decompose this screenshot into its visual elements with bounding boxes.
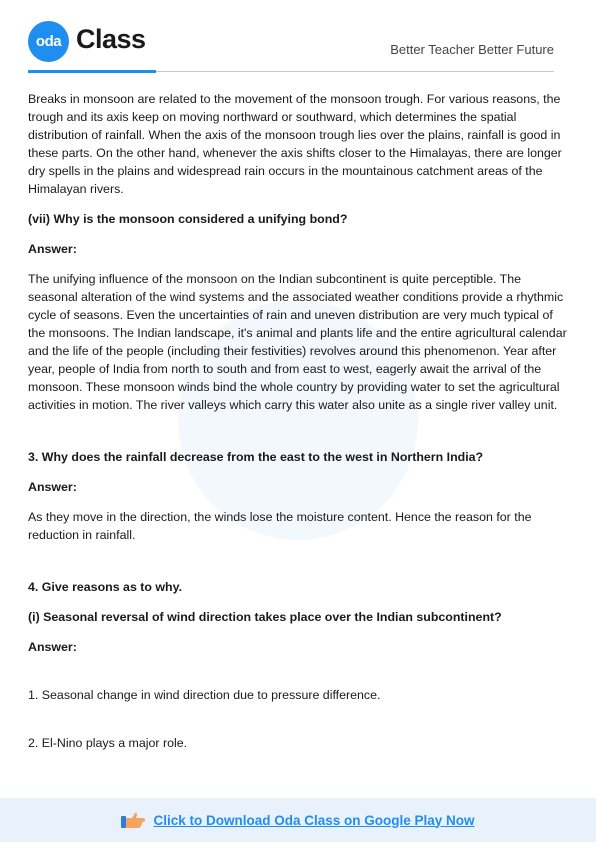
answer-label: Answer: [28,640,77,654]
document-body [28,90,570,752]
list-item: 1. Seasonal change in wind direction due to pressure difference. [28,688,381,702]
page-header [0,0,596,80]
pointing-hand-icon [121,810,145,830]
answer-label: Answer: [28,480,77,494]
download-link[interactable]: Click to Download Oda Class on Google Play Now [153,812,475,828]
oda-logo-icon[interactable] [28,21,69,62]
question-4: 4. Give reasons as to why. [28,580,183,594]
paragraph-rainfall-decrease: As they move in the direction, the winds lose the moisture content. Hence the reason for the reduction in rainfall. [28,510,532,542]
list-item: 2. El-Nino plays a major role. [28,736,188,750]
logo-text: oda [35,33,62,50]
question-vii: (vii) Why is the monsoon considered a unifying bond? [28,212,348,226]
question-4i: (i) Seasonal reversal of wind direction takes place over the Indian subcontinent? [28,610,502,624]
paragraph-unifying-bond: The unifying influence of the monsoon on the Indian subcontinent is quite perceptible. The seasonal alteration of the wind systems and the associated weather conditions provide a rhythmic cycle of seasons. Even the uncertainties of rain and uneven distribution are very much typical of the monsoons. The Indian landscape, it's animal and plants life and the entire agricultural calendar and the life of the people (including their festivities) revolves around this phenomenon. Year after year, people of India from north to south and from east to west, eagerly await the arrival of the monsoon. These monsoon winds bind the whole country by providing water to set the agricultural activities in motion. The river valleys which carry this water also unite as a single river valley unit. [28,272,567,412]
question-3: 3. Why does the rainfall decrease from the east to the west in Northern India? [28,450,484,464]
brand-name: Class [76,24,146,54]
download-banner[interactable] [0,798,596,842]
header-accent-rule [28,70,156,73]
answer-label: Answer: [28,242,77,256]
tagline: Better Teacher Better Future [390,42,554,57]
header-divider [156,71,554,72]
paragraph-monsoon-breaks: Breaks in monsoon are related to the movement of the monsoon trough. For various reasons, the trough and its axis keep on moving northward or southward, which determines the spatial distribution of rainfall. When the axis of the monsoon trough lies over the plains, rainfall is good in these parts. On the other hand, whenever the axis shifts closer to the Himalayas, there are longer dry spells in the plains and widespread rain occurs in the mountainous catchment areas of the Himalayan rivers. [28,92,562,196]
